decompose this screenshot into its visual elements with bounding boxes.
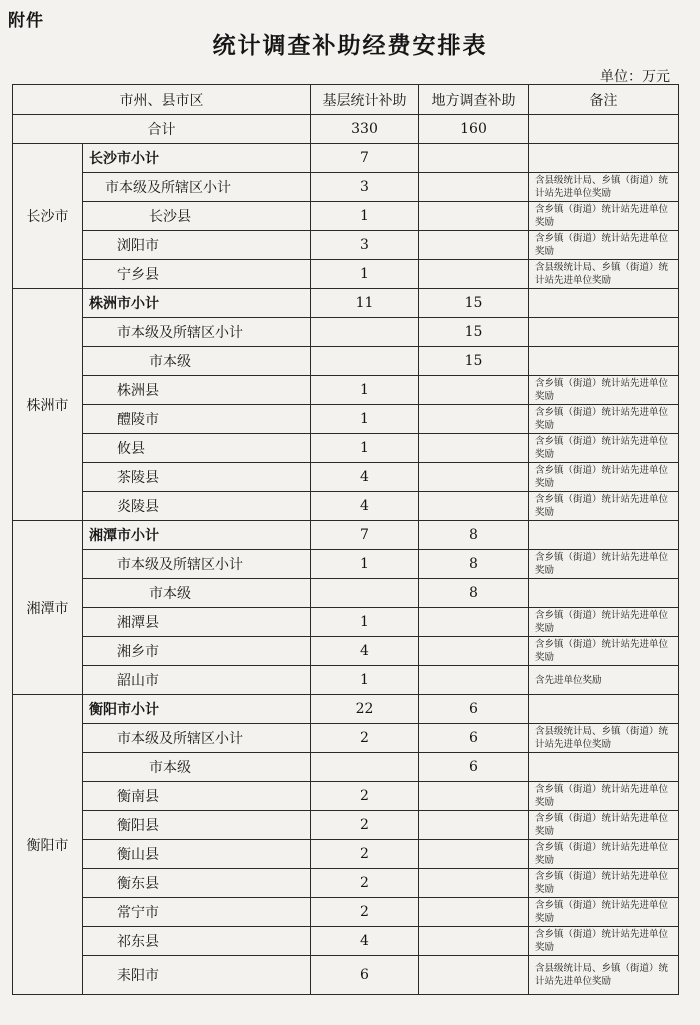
basic-subsidy-cell <box>311 753 419 782</box>
local-subsidy-cell <box>419 434 529 463</box>
note-cell: 含乡镇（街道）统计站先进单位奖励 <box>529 550 679 579</box>
table-row <box>13 608 679 637</box>
region-name: 市本级 <box>83 753 311 782</box>
table-row <box>13 637 679 666</box>
local-subsidy-cell: 15 <box>419 318 529 347</box>
table-row <box>13 695 679 724</box>
table-row <box>13 811 679 840</box>
table-row <box>13 521 679 550</box>
note-cell <box>529 753 679 782</box>
local-subsidy-cell <box>419 463 529 492</box>
region-name: 韶山市 <box>83 666 311 695</box>
total-note <box>529 115 679 144</box>
basic-subsidy-cell: 7 <box>311 144 419 173</box>
region-name: 衡南县 <box>83 782 311 811</box>
note-cell: 含先进单位奖励 <box>529 666 679 695</box>
table-body <box>13 85 679 995</box>
local-subsidy-cell <box>419 927 529 956</box>
table-row <box>13 782 679 811</box>
note-cell: 含乡镇（街道）统计站先进单位奖励 <box>529 869 679 898</box>
table-row <box>13 898 679 927</box>
region-name: 长沙县 <box>83 202 311 231</box>
local-subsidy-cell: 6 <box>419 695 529 724</box>
table-row <box>13 289 679 318</box>
table-row <box>13 434 679 463</box>
header-local-subsidy: 地方调查补助 <box>419 85 529 115</box>
table-row <box>13 927 679 956</box>
region-name: 株洲市小计 <box>83 289 311 318</box>
region-name: 衡阳县 <box>83 811 311 840</box>
table-row <box>13 724 679 753</box>
basic-subsidy-cell <box>311 347 419 376</box>
region-name: 醴陵市 <box>83 405 311 434</box>
local-subsidy-cell: 8 <box>419 550 529 579</box>
basic-subsidy-cell: 2 <box>311 782 419 811</box>
city-name: 株洲市 <box>13 289 83 521</box>
table-row <box>13 840 679 869</box>
basic-subsidy-cell: 11 <box>311 289 419 318</box>
table-row <box>13 463 679 492</box>
total-local: 160 <box>419 115 529 144</box>
header-basic-subsidy: 基层统计补助 <box>311 85 419 115</box>
region-name: 市本级及所辖区小计 <box>83 550 311 579</box>
basic-subsidy-cell: 1 <box>311 405 419 434</box>
region-name: 祁东县 <box>83 927 311 956</box>
header-row <box>13 85 679 115</box>
note-cell <box>529 144 679 173</box>
table-row <box>13 260 679 289</box>
local-subsidy-cell <box>419 231 529 260</box>
local-subsidy-cell: 15 <box>419 289 529 318</box>
table-row <box>13 405 679 434</box>
region-name: 市本级及所辖区小计 <box>83 318 311 347</box>
note-cell: 含乡镇（街道）统计站先进单位奖励 <box>529 405 679 434</box>
region-name: 市本级 <box>83 347 311 376</box>
region-name: 宁乡县 <box>83 260 311 289</box>
note-cell: 含县级统计局、乡镇（街道）统计站先进单位奖励 <box>529 173 679 202</box>
basic-subsidy-cell: 2 <box>311 869 419 898</box>
basic-subsidy-cell: 2 <box>311 724 419 753</box>
note-cell: 含乡镇（街道）统计站先进单位奖励 <box>529 608 679 637</box>
local-subsidy-cell: 8 <box>419 521 529 550</box>
table-row <box>13 231 679 260</box>
note-cell: 含县级统计局、乡镇（街道）统计站先进单位奖励 <box>529 724 679 753</box>
total-row <box>13 115 679 144</box>
region-name: 湘潭市小计 <box>83 521 311 550</box>
basic-subsidy-cell <box>311 579 419 608</box>
region-name: 市本级及所辖区小计 <box>83 173 311 202</box>
table-row <box>13 869 679 898</box>
basic-subsidy-cell: 2 <box>311 898 419 927</box>
city-name: 长沙市 <box>13 144 83 289</box>
local-subsidy-cell: 6 <box>419 753 529 782</box>
region-name: 衡东县 <box>83 869 311 898</box>
table-row <box>13 173 679 202</box>
basic-subsidy-cell: 1 <box>311 434 419 463</box>
note-cell: 含乡镇（街道）统计站先进单位奖励 <box>529 231 679 260</box>
basic-subsidy-cell: 1 <box>311 666 419 695</box>
table-row <box>13 550 679 579</box>
city-name: 湘潭市 <box>13 521 83 695</box>
header-note: 备注 <box>529 85 679 115</box>
note-cell <box>529 289 679 318</box>
local-subsidy-cell: 6 <box>419 724 529 753</box>
region-name: 耒阳市 <box>83 956 311 995</box>
local-subsidy-cell <box>419 782 529 811</box>
local-subsidy-cell <box>419 840 529 869</box>
table-row <box>13 347 679 376</box>
note-cell: 含乡镇（街道）统计站先进单位奖励 <box>529 898 679 927</box>
note-cell <box>529 579 679 608</box>
local-subsidy-cell <box>419 898 529 927</box>
local-subsidy-cell: 8 <box>419 579 529 608</box>
local-subsidy-cell <box>419 144 529 173</box>
region-name: 衡阳市小计 <box>83 695 311 724</box>
region-name: 常宁市 <box>83 898 311 927</box>
table-row <box>13 753 679 782</box>
local-subsidy-cell <box>419 376 529 405</box>
basic-subsidy-cell: 4 <box>311 463 419 492</box>
region-name: 浏阳市 <box>83 231 311 260</box>
document-title: 统计调查补助经费安排表 <box>212 32 488 59</box>
note-cell: 含乡镇（街道）统计站先进单位奖励 <box>529 434 679 463</box>
region-name: 炎陵县 <box>83 492 311 521</box>
local-subsidy-cell <box>419 869 529 898</box>
note-cell <box>529 347 679 376</box>
table-row <box>13 492 679 521</box>
local-subsidy-cell <box>419 637 529 666</box>
basic-subsidy-cell: 3 <box>311 231 419 260</box>
note-cell: 含乡镇（街道）统计站先进单位奖励 <box>529 463 679 492</box>
region-name: 茶陵县 <box>83 463 311 492</box>
table-row <box>13 202 679 231</box>
unit-label: 单位：万元 <box>600 69 670 85</box>
table-row <box>13 144 679 173</box>
basic-subsidy-cell: 1 <box>311 608 419 637</box>
note-cell: 含乡镇（街道）统计站先进单位奖励 <box>529 927 679 956</box>
city-name: 衡阳市 <box>13 695 83 995</box>
annex-label: 附件 <box>8 11 44 31</box>
note-cell <box>529 521 679 550</box>
basic-subsidy-cell: 2 <box>311 811 419 840</box>
note-cell: 含乡镇（街道）统计站先进单位奖励 <box>529 376 679 405</box>
basic-subsidy-cell: 4 <box>311 492 419 521</box>
region-name: 湘潭县 <box>83 608 311 637</box>
table-row <box>13 376 679 405</box>
total-basic: 330 <box>311 115 419 144</box>
basic-subsidy-cell: 4 <box>311 637 419 666</box>
note-cell <box>529 318 679 347</box>
basic-subsidy-cell: 2 <box>311 840 419 869</box>
table-row <box>13 318 679 347</box>
note-cell: 含乡镇（街道）统计站先进单位奖励 <box>529 840 679 869</box>
table-row <box>13 956 679 995</box>
note-cell: 含县级统计局、乡镇（街道）统计站先进单位奖励 <box>529 956 679 995</box>
local-subsidy-cell <box>419 492 529 521</box>
note-cell: 含乡镇（街道）统计站先进单位奖励 <box>529 637 679 666</box>
basic-subsidy-cell: 6 <box>311 956 419 995</box>
local-subsidy-cell: 15 <box>419 347 529 376</box>
basic-subsidy-cell: 1 <box>311 260 419 289</box>
region-name: 市本级及所辖区小计 <box>83 724 311 753</box>
local-subsidy-cell <box>419 260 529 289</box>
note-cell: 含县级统计局、乡镇（街道）统计站先进单位奖励 <box>529 260 679 289</box>
region-name: 长沙市小计 <box>83 144 311 173</box>
note-cell: 含乡镇（街道）统计站先进单位奖励 <box>529 202 679 231</box>
note-cell: 含乡镇（街道）统计站先进单位奖励 <box>529 811 679 840</box>
region-name: 攸县 <box>83 434 311 463</box>
table-row <box>13 579 679 608</box>
region-name: 湘乡市 <box>83 637 311 666</box>
basic-subsidy-cell: 22 <box>311 695 419 724</box>
basic-subsidy-cell: 1 <box>311 550 419 579</box>
header-region: 市州、县市区 <box>13 85 311 115</box>
basic-subsidy-cell: 4 <box>311 927 419 956</box>
basic-subsidy-cell <box>311 318 419 347</box>
total-label: 合计 <box>13 115 311 144</box>
note-cell: 含乡镇（街道）统计站先进单位奖励 <box>529 492 679 521</box>
local-subsidy-cell <box>419 811 529 840</box>
local-subsidy-cell <box>419 666 529 695</box>
local-subsidy-cell <box>419 608 529 637</box>
local-subsidy-cell <box>419 173 529 202</box>
subsidy-table <box>12 84 679 995</box>
region-name: 市本级 <box>83 579 311 608</box>
region-name: 衡山县 <box>83 840 311 869</box>
basic-subsidy-cell: 3 <box>311 173 419 202</box>
basic-subsidy-cell: 1 <box>311 376 419 405</box>
note-cell: 含乡镇（街道）统计站先进单位奖励 <box>529 782 679 811</box>
region-name: 株洲县 <box>83 376 311 405</box>
local-subsidy-cell <box>419 202 529 231</box>
local-subsidy-cell <box>419 956 529 995</box>
local-subsidy-cell <box>419 405 529 434</box>
basic-subsidy-cell: 1 <box>311 202 419 231</box>
note-cell <box>529 695 679 724</box>
table-row <box>13 666 679 695</box>
basic-subsidy-cell: 7 <box>311 521 419 550</box>
